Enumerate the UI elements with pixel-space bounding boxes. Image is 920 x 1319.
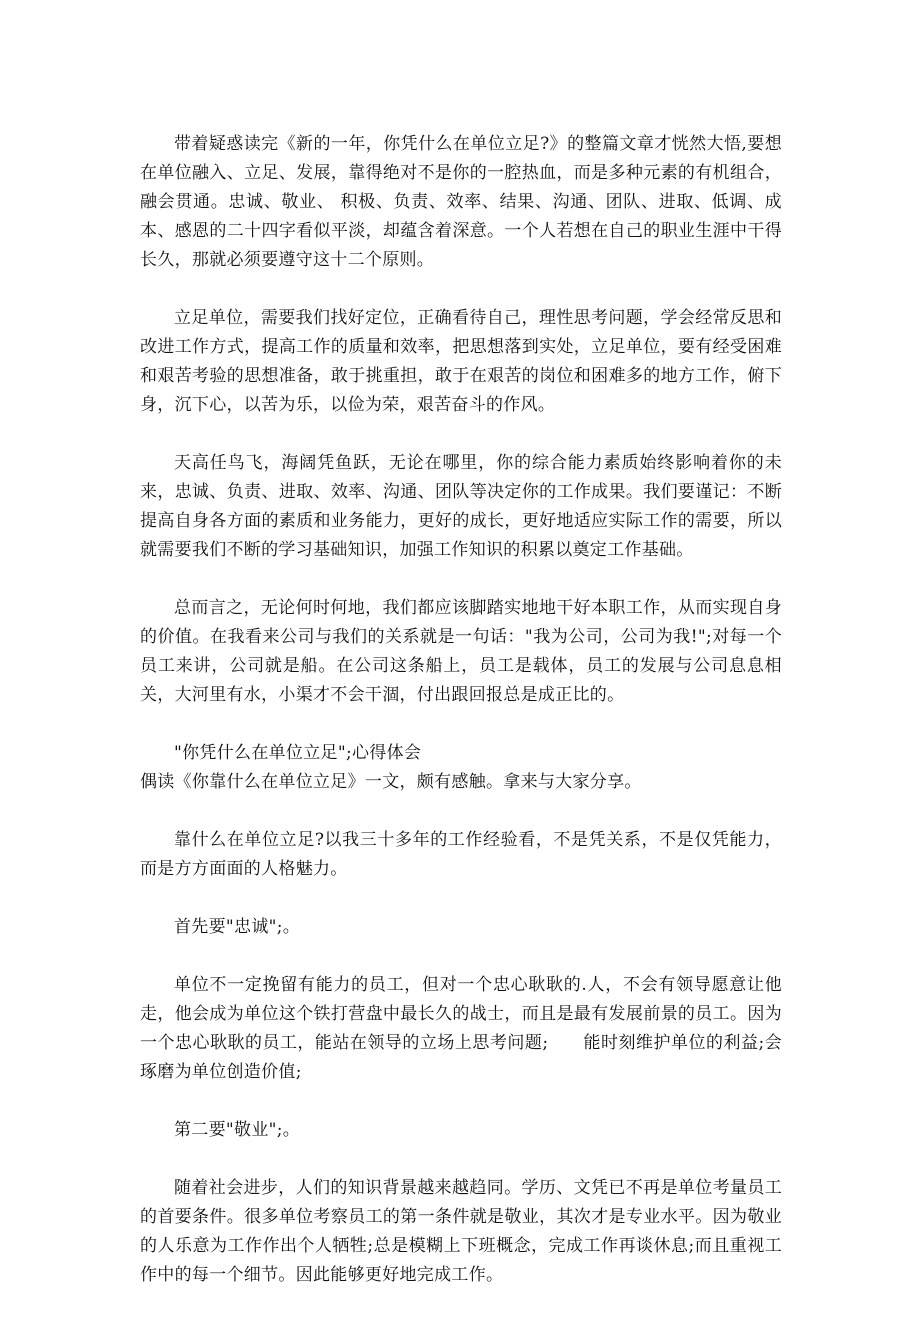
- section-heading: "你凭什么在单位立足";心得体会: [174, 743, 422, 763]
- paragraph-6: 单位不一定挽留有能力的员工，但对一个忠心耿耿的.人，不会有领导愿意让他走，他会成为单位这个铁打营盘中最长久的战士，而且是最有发展前景的员工。因为一个忠心耿耿的员工，能站在领导的立场上思考问题; 能时刻维护单位的利益;会琢磨为单位创造价值;: [140, 975, 782, 1082]
- document-body: [140, 130, 782, 1319]
- paragraph-3: 天高任鸟飞，海阔凭鱼跃，无论在哪里，你的综合能力素质始终影响着你的未来，忠诚、负责、进取、效率、沟通、团队等决定你的工作成果。我们要谨记：不断提高自身各方面的素质和业务能力，更好的成长，更好地适应实际工作的需要，所以就需要我们不断的学习基础知识，加强工作知识的积累以奠定工作基础。: [140, 453, 782, 560]
- subheading-loyalty: 首先要"忠诚";。: [174, 917, 301, 937]
- subheading-dedication: 第二要"敬业";。: [174, 1120, 301, 1140]
- intro-line: 偶读《你靠什么在单位立足》一文，颇有感触。拿来与大家分享。: [140, 772, 642, 792]
- section-heading-group: [140, 739, 782, 797]
- paragraph-2: 立足单位，需要我们找好定位，正确看待自己，理性思考问题，学会经常反思和改进工作方式，提高工作的质量和效率，把思想落到实处，立足单位，要有经受困难和艰苦考验的思想准备，敢于挑重担，敢于在艰苦的岗位和困难多的地方工作，俯下身，沉下心，以苦为乐，以俭为荣，艰苦奋斗的作风。: [140, 308, 782, 415]
- paragraph-4: 总而言之，无论何时何地，我们都应该脚踏实地地干好本职工作，从而实现自身的价值。在我看来公司与我们的关系就是一句话："我为公司，公司为我!";对每一个员工来讲，公司就是船。在公司这条船上，员工是载体，员工的发展与公司息息相关，大河里有水，小渠才不会干涸，付出跟回报总是成正比的。: [140, 598, 782, 705]
- paragraph-7: 随着社会进步，人们的知识背景越来越趋同。学历、文凭已不再是单位考量员工的首要条件。很多单位考察员工的第一条件就是敬业，其次才是专业水平。因为敬业的人乐意为工作作出个人牺牲;总是模糊上下班概念，完成工作再谈休息;而且重视工作中的每一个细节。因此能够更好地完成工作。: [140, 1178, 782, 1285]
- paragraph-1: 带着疑惑读完《新的一年，你凭什么在单位立足?》的整篇文章才恍然大悟,要想在单位融入、立足、发展，靠得绝对不是你的一腔热血，而是多种元素的有机组合，融会贯通。忠诚、敬业、 积极、负责、效率、结果、沟通、团队、进取、低调、成本、感恩的二十四字看似平淡，却蕴含着深意。一个人若想在自己的职业生涯中干得长久，那就必须要遵守这十二个原则。: [140, 134, 782, 270]
- paragraph-5: 靠什么在单位立足?以我三十多年的工作经验看，不是凭关系，不是仅凭能力，而是方方面面的人格魅力。: [140, 830, 782, 879]
